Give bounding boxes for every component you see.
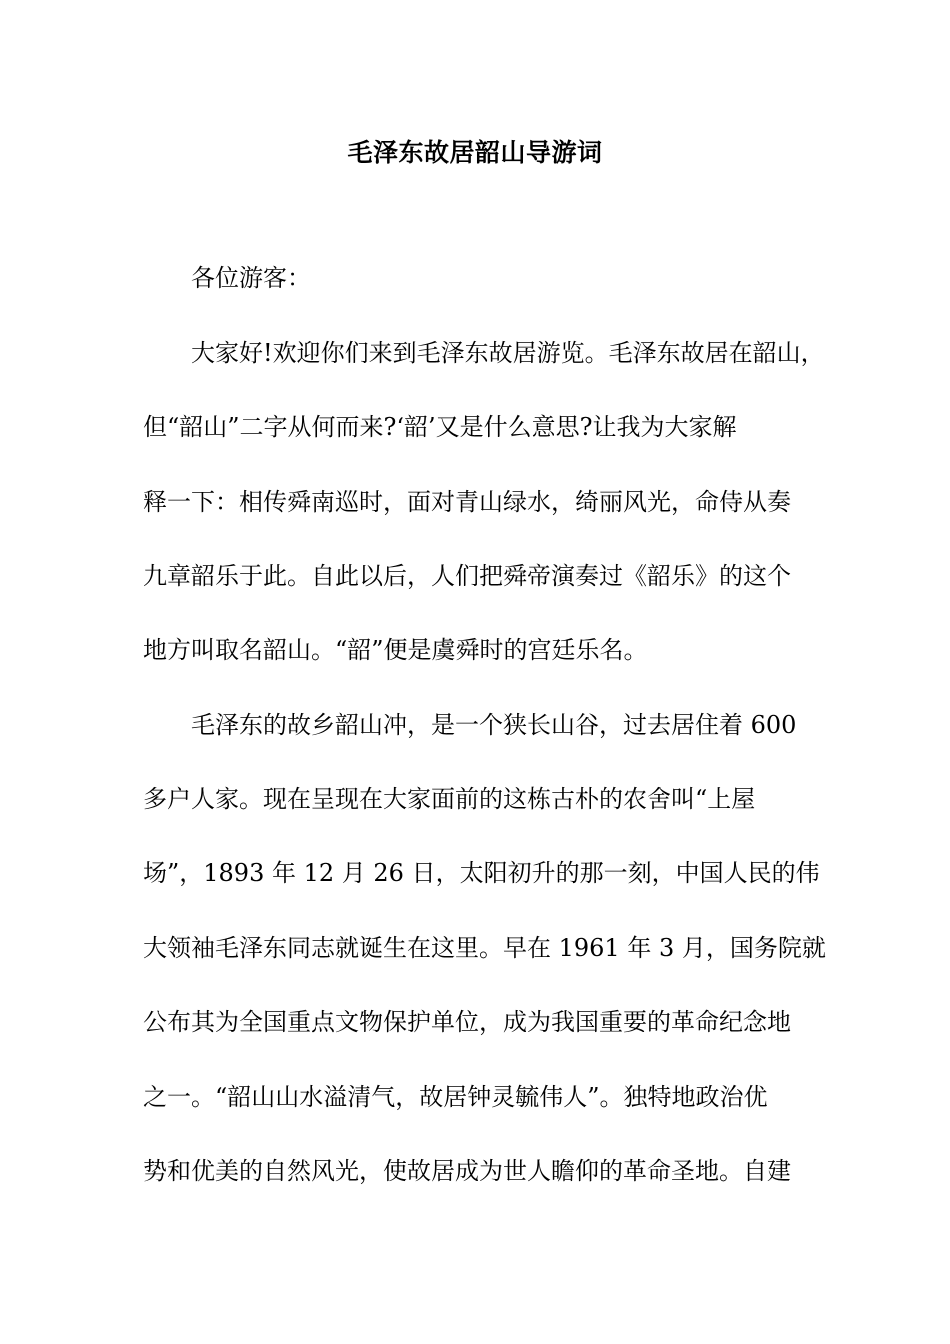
text-line: 九章韶乐于此。自此以后，人们把舜帝演奏过《韶乐》的这个 [143,562,791,590]
text-line: 之一。“韶山山水溢清气，故居钟灵毓伟人”。独特地政治优 [143,1083,768,1111]
text-line: 大领袖毛泽东同志就诞生在这里。早在 1961 年 3 月，国务院就 [143,934,826,962]
text-line: 释一下：相传舜南巡时，面对青山绿水，绮丽风光，命侍从奏 [143,488,791,516]
text-line: 地方叫取名韶山。“韶”便是虞舜时的宫廷乐名。 [143,636,648,664]
text-line: 毛泽东的故乡韶山冲，是一个狭长山谷，过去居住着 600 [191,711,797,739]
text-line: 但“韶山”二字从何而来?‘韶’又是什么意思?让我为大家解 [143,413,737,441]
text-line-salutation: 各位游客： [191,264,311,292]
text-line: 大家好!欢迎你们来到毛泽东故居游览。毛泽东故居在韶山， [191,339,825,367]
text-line: 公布其为全国重点文物保护单位，成为我国重要的革命纪念地 [143,1008,791,1036]
text-line: 多户人家。现在呈现在大家面前的这栋古朴的农舍叫“上屋 [143,785,756,813]
text-line: 势和优美的自然风光，使故居成为世人瞻仰的革命圣地。自建 [143,1157,791,1185]
text-line: 场”，1893 年 12 月 26 日，太阳初升的那一刻，中国人民的伟 [143,859,820,887]
document-title: 毛泽东故居韶山导游词 [347,138,603,167]
